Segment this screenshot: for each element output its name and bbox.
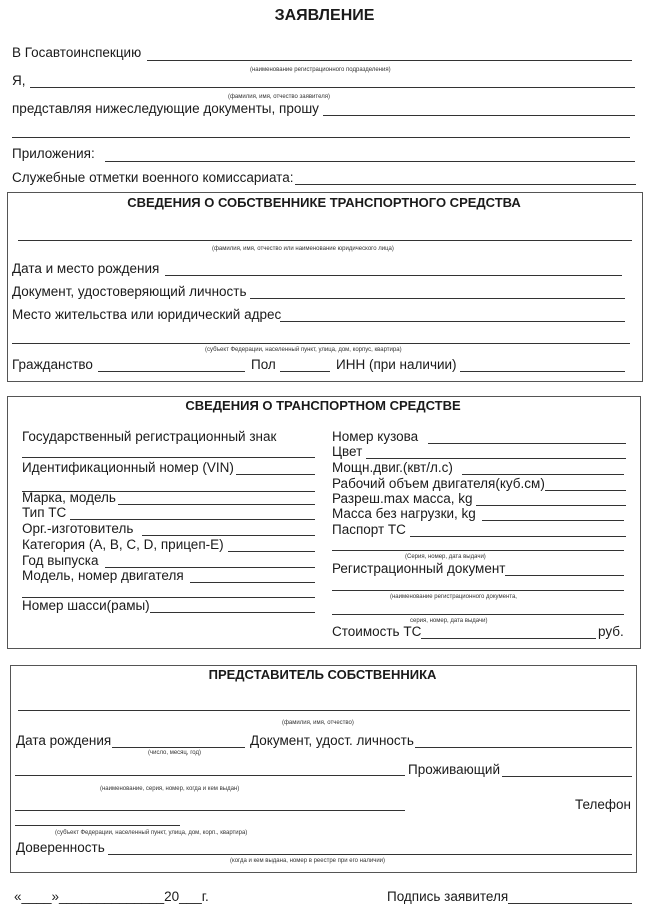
owner-heading: СВЕДЕНИЯ О СОБСТВЕННИКЕ ТРАНСПОРТНОГО СРЕДСТВА: [127, 195, 521, 210]
empty-mass-field[interactable]: [482, 520, 624, 521]
residing-label: Проживающий: [408, 762, 500, 777]
signature-field[interactable]: [508, 903, 632, 904]
proxy-caption: (когда и кем выдана, номер в реестре при его наличии): [230, 858, 386, 864]
gai-field[interactable]: [147, 60, 632, 61]
ya-caption: (фамилия, имя, отчество заявителя): [228, 94, 330, 100]
signature-label: Подпись заявителя: [387, 889, 509, 904]
vin-label: Идентификационный номер (VIN): [22, 460, 234, 475]
rep-birth-caption: (число, месяц, год): [148, 750, 201, 756]
reg-plate-label: Государственный регистрационный знак: [22, 429, 277, 444]
owner-address-field-2[interactable]: [12, 343, 630, 344]
passport-caption: (Серия, номер, дата выдачи): [405, 554, 486, 560]
rep-id-field-2[interactable]: [15, 775, 405, 776]
make-label: Марка, модель: [22, 490, 116, 505]
owner-id-label: Документ, удостоверяющий личность: [12, 284, 247, 299]
request-field[interactable]: [323, 115, 635, 116]
rep-address-caption: (субъект Федерации, населенный пункт, улица, дом, корп., квартира): [55, 830, 248, 836]
rep-birth-label: Дата рождения: [16, 733, 112, 748]
manufacturer-field[interactable]: [142, 535, 315, 536]
category-label: Категория (A, B, C, D, прицеп-E): [22, 537, 224, 552]
citizenship-field[interactable]: [98, 371, 245, 372]
cost-label: Стоимость ТС: [332, 624, 422, 639]
page-title: ЗАЯВЛЕНИЕ: [274, 7, 375, 24]
passport-field-2[interactable]: [332, 550, 624, 551]
regdoc-caption-2: серия, номер, дата выдачи): [410, 618, 488, 624]
owner-name-field[interactable]: [18, 240, 632, 241]
regdoc-caption-1: (наименование регистрационного документа,: [390, 594, 517, 600]
proxy-label: Доверенность: [16, 840, 105, 855]
inn-field[interactable]: [460, 371, 625, 372]
gai-caption: (наименование регистрационного подразделения): [250, 67, 391, 73]
body-number-label: Номер кузова: [332, 429, 419, 444]
phone-label: Телефон: [575, 797, 632, 812]
owner-address-label: Место жительства или юридический адрес: [12, 307, 282, 322]
rep-name-caption: (фамилия, имя, отчество): [282, 720, 354, 726]
request-field-2[interactable]: [12, 137, 630, 138]
proxy-field[interactable]: [108, 854, 632, 855]
rep-doc-caption: (наименование, серия, номер, когда и кем выдан): [100, 786, 240, 792]
currency-label: руб.: [598, 624, 624, 639]
owner-birth-label: Дата и место рождения: [12, 261, 160, 276]
make-field[interactable]: [118, 504, 315, 505]
power-label: Мощн.двиг.(квт/л.с): [332, 460, 453, 475]
manufacturer-label: Орг.-изготовитель: [22, 521, 134, 536]
vehicle-heading: СВЕДЕНИЯ О ТРАНСПОРТНОМ СРЕДСТВЕ: [185, 398, 461, 413]
military-label: Служебные отметки военного комиссариата:: [12, 170, 294, 185]
color-label: Цвет: [332, 444, 363, 459]
year-label: Год выпуска: [22, 553, 99, 568]
rep-birth-field[interactable]: [112, 747, 245, 748]
chassis-field[interactable]: [150, 612, 315, 613]
passport-label: Паспорт ТС: [332, 522, 406, 537]
ya-label: Я,: [12, 73, 26, 88]
regdoc-field[interactable]: [505, 575, 624, 576]
regdoc-field-2[interactable]: [332, 590, 624, 591]
attachments-label: Приложения:: [12, 146, 95, 161]
type-field[interactable]: [70, 519, 315, 520]
engine-field[interactable]: [190, 582, 315, 583]
max-mass-field[interactable]: [476, 505, 626, 506]
gai-label: В Госавтоинспекцию: [12, 45, 142, 60]
rep-name-field[interactable]: [18, 710, 630, 711]
sex-field[interactable]: [280, 371, 330, 372]
color-field[interactable]: [366, 458, 626, 459]
inn-label: ИНН (при наличии): [336, 357, 457, 372]
reg-plate-field[interactable]: [22, 457, 315, 458]
owner-address-field[interactable]: [280, 321, 625, 322]
sex-label: Пол: [251, 357, 276, 372]
owner-id-field[interactable]: [250, 298, 625, 299]
rep-id-field[interactable]: [415, 747, 632, 748]
phone-field[interactable]: [15, 825, 180, 826]
attachments-field[interactable]: [105, 161, 635, 162]
rep-address-field[interactable]: [15, 810, 405, 811]
residing-field[interactable]: [502, 776, 632, 777]
request-label: представляя нижеследующие документы, прошу: [12, 101, 319, 116]
displacement-label: Рабочий объем двигателя(куб.см): [332, 476, 545, 491]
cost-field[interactable]: [421, 638, 596, 639]
owner-address-caption: (субъект Федерации, населенный пункт, улица, дом, корпус, квартира): [205, 347, 402, 353]
empty-mass-label: Масса без нагрузки, kg: [332, 506, 476, 521]
applicant-name-field[interactable]: [30, 87, 635, 88]
date-field[interactable]: «____»______________20___г.: [14, 889, 209, 904]
type-label: Тип ТС: [22, 505, 67, 520]
power-field[interactable]: [462, 474, 624, 475]
regdoc-label: Регистрационный документ: [332, 561, 506, 576]
representative-heading: ПРЕДСТАВИТЕЛЬ СОБСТВЕННИКА: [208, 667, 437, 682]
regdoc-field-3[interactable]: [332, 614, 624, 615]
owner-name-caption: (фамилия, имя, отчество или наименование юридического лица): [212, 246, 394, 252]
chassis-label: Номер шасси(рамы): [22, 598, 150, 613]
vin-field[interactable]: [236, 474, 315, 475]
category-field[interactable]: [228, 551, 315, 552]
max-mass-label: Разреш.max масса, kg: [332, 491, 473, 506]
passport-field[interactable]: [410, 536, 626, 537]
military-field[interactable]: [295, 184, 636, 185]
engine-label: Модель, номер двигателя: [22, 568, 184, 583]
citizenship-label: Гражданство: [12, 357, 93, 372]
displacement-field[interactable]: [545, 490, 626, 491]
body-number-field[interactable]: [428, 443, 626, 444]
rep-id-label: Документ, удост. личность: [250, 733, 414, 748]
owner-birth-field[interactable]: [165, 275, 622, 276]
